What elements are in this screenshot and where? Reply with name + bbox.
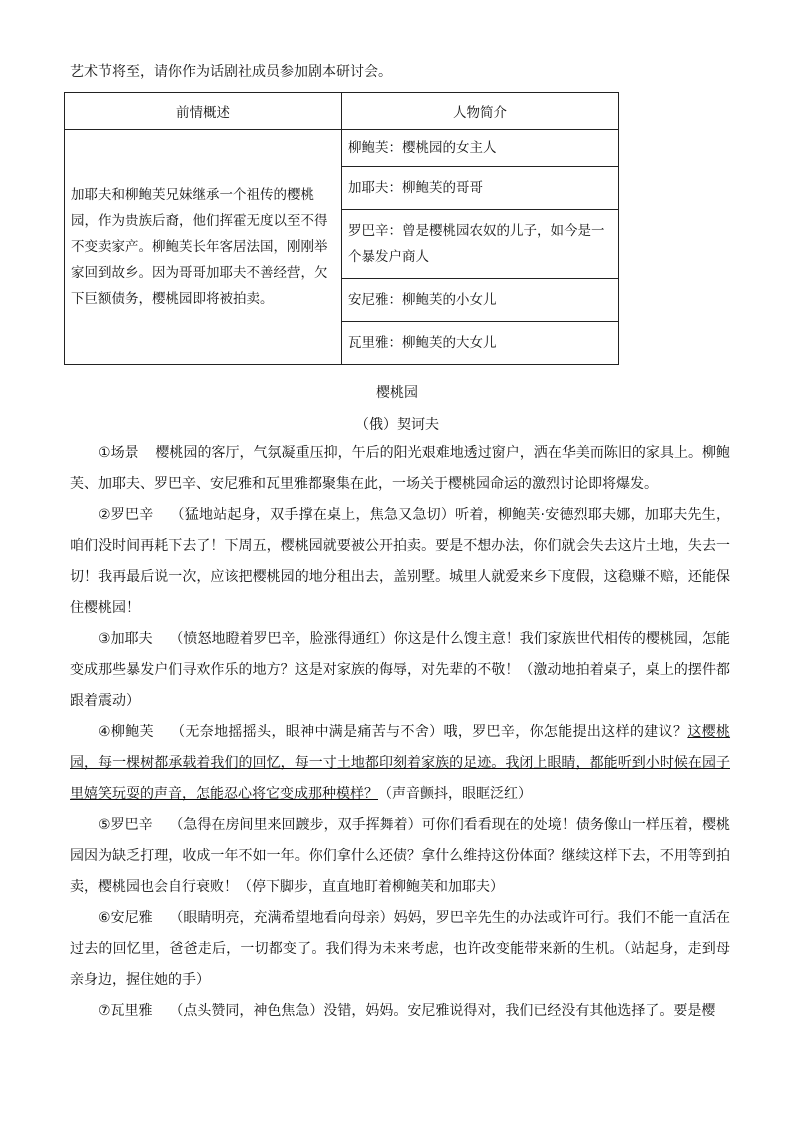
paragraph-4 [70, 717, 730, 810]
play-author: （俄）契诃夫 [355, 417, 439, 433]
paragraph-tag: ④柳鲍芙 [98, 724, 154, 740]
intro-text: 艺术节将至，请你作为话剧社成员参加剧本研讨会。 [70, 64, 392, 80]
character-item: 瓦里雅：柳鲍芙的大女儿 [342, 322, 619, 365]
table-row [65, 130, 619, 167]
paragraph-text-after: （声音颤抖，眼眶泛红） [378, 786, 532, 802]
paragraph-text: （点头赞同，神色焦急）没错，妈妈。安尼雅说得对，我们已经没有其他选择了。要是樱 [169, 1003, 716, 1019]
underlined-text: 这樱桃园，每一棵树都承载着我们的回忆，每一寸土地都印刻着家族的足迹。我闭上眼睛，都能听到小时候在园子里嬉笑玩耍的声音，怎能忍心将它变成那种模样？ [70, 724, 731, 802]
background-summary: 加耶夫和柳鲍芙兄妹继承一个祖传的樱桃园，作为贵族后裔，他们挥霍无度以至不得不变卖家产。柳鲍芙长年客居法国，刚刚举家回到故乡。因为哥哥加耶夫不善经营，欠下巨额债务，樱桃园即将被拍卖。 [65, 130, 342, 365]
paragraph-tag: ⑥安尼雅 [98, 910, 153, 926]
paragraph-7 [70, 996, 730, 1027]
header-characters: 人物简介 [342, 93, 619, 130]
paragraph-tag: ②罗巴辛 [98, 507, 154, 523]
paragraph-5 [70, 810, 730, 903]
paragraph-2 [70, 500, 730, 624]
character-item: 加耶夫：柳鲍芙的哥哥 [342, 167, 619, 210]
paragraph-3 [70, 624, 730, 717]
paragraph-6 [70, 903, 730, 996]
paragraph-text: （无奈地摇摇头，眼神中满是痛苦与不舍）哦，罗巴辛，你怎能提出这样的建议？ [170, 724, 688, 740]
table-header-row [65, 93, 619, 130]
info-table [64, 92, 619, 365]
paragraph-tag: ③加耶夫 [98, 631, 153, 647]
paragraph-text: （愤怒地瞪着罗巴辛，脸涨得通红）你这是什么馊主意！我们家族世代相传的樱桃园，怎能变成那些暴发户们寻欢作乐的地方？这是对家族的侮辱，对先辈的不敬！（激动地拍着桌子，桌上的摆件都跟着震动） [70, 631, 730, 709]
paragraph-text: （眼睛明亮，充满希望地看向母亲）妈妈，罗巴辛先生的办法或许可行。我们不能一直活在过去的回忆里，爸爸走后，一切都变了。我们得为未来考虑，也许改变能带来新的生机。（站起身，走到母亲身边，握住她的手） [70, 910, 730, 988]
paragraph-tag: ⑤罗巴辛 [98, 817, 153, 833]
header-background: 前情概述 [65, 93, 342, 130]
paragraph-text: （猛地站起身，双手撑在桌上，焦急又急切）听着，柳鲍芙·安德烈耶夫娜，加耶夫先生，咱们没时间再耗下去了！下周五，樱桃园就要被公开拍卖。要是不想办法，你们就会失去这片土地，失去一切！我再最后说一次，应该把樱桃园的地分租出去，盖别墅。城里人就爱来乡下度假，这稳赚不赔，还能保住樱桃园！ [70, 507, 730, 616]
character-item: 柳鲍芙：樱桃园的女主人 [342, 130, 619, 167]
paragraph-tag: ⑦瓦里雅 [98, 1003, 153, 1019]
paragraph-text: （急得在房间里来回踱步，双手挥舞着）可你们看看现在的处境！债务像山一样压着，樱桃园因为缺乏打理，收成一年不如一年。你们拿什么还债？拿什么维持这份体面？继续这样下去，不用等到拍卖，樱桃园也会自行衰败！（停下脚步，直直地盯着柳鲍芙和加耶夫） [70, 817, 730, 895]
character-item: 安尼雅：柳鲍芙的小女儿 [342, 279, 619, 322]
paragraph-tag: ①场景 [98, 445, 139, 461]
play-title: 樱桃园 [376, 385, 418, 401]
paragraph-1 [70, 438, 730, 500]
character-item: 罗巴辛：曾是樱桃园农奴的儿子，如今是一个暴发户商人 [342, 210, 619, 279]
paragraph-text: 樱桃园的客厅，气氛凝重压抑，午后的阳光艰难地透过窗户，洒在华美而陈旧的家具上。柳鲍芙、加耶夫、罗巴辛、安尼雅和瓦里雅都聚集在此，一场关于樱桃园命运的激烈讨论即将爆发。 [70, 445, 731, 492]
